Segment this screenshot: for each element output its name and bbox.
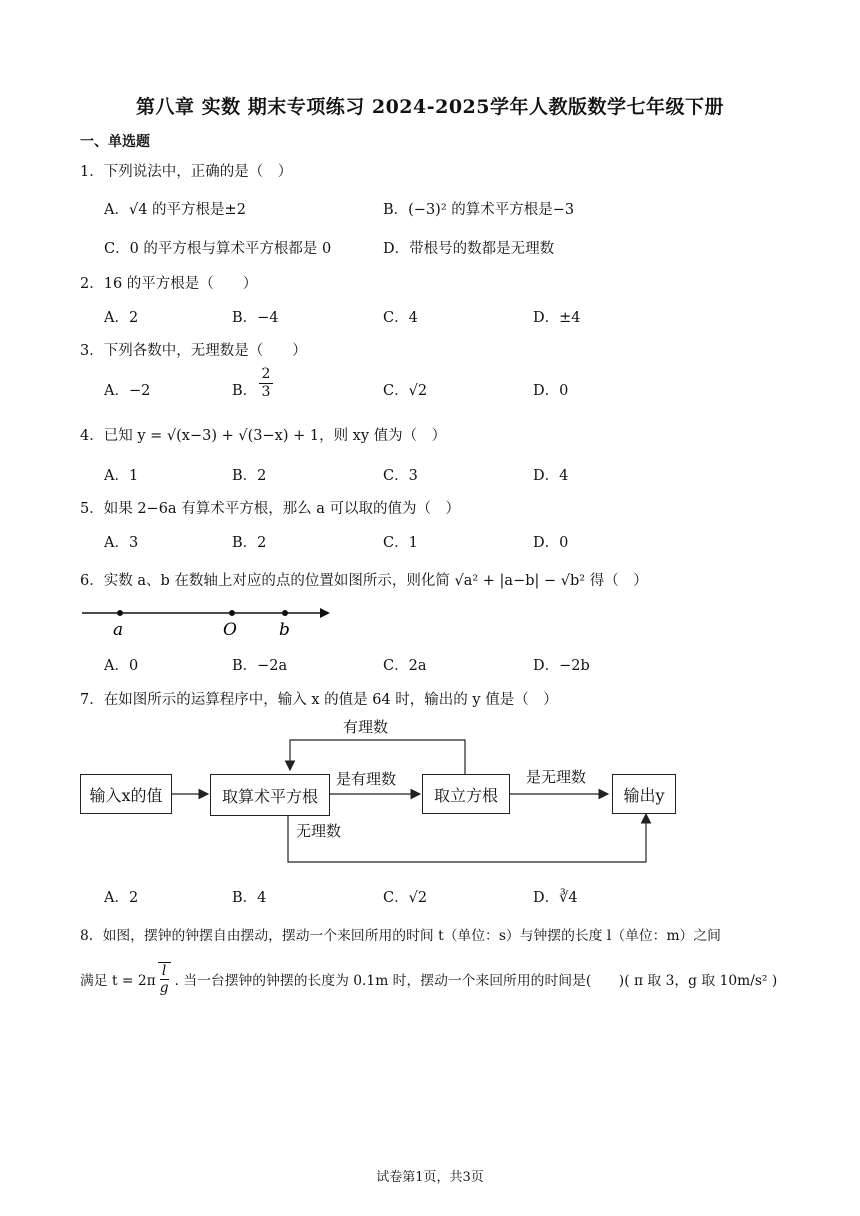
question-4-option-d: D．4 (533, 468, 569, 484)
question-1-stem: 1．下列说法中，正确的是（ ） (80, 164, 293, 180)
label-b: b (279, 620, 290, 640)
question-8-sqrt-fraction (158, 962, 171, 996)
question-4-option-c: C．3 (383, 468, 418, 484)
question-8-formula-prefix: 满足 t = 2π (80, 973, 156, 989)
question-2-option-d: D．±4 (533, 310, 581, 326)
question-4-option-b: B．2 (232, 468, 267, 484)
question-7-option-d: D．∛4 (533, 890, 578, 906)
question-1-option-d: D．带根号的数都是无理数 (383, 241, 555, 257)
question-8-formula-suffix: . 当一台摆钟的钟摆的长度为 0.1m 时，摆动一个来回所用的时间是( )( π 取 3，g 取 10m/s² ) (174, 973, 778, 989)
question-6-stem: 6．实数 a、b 在数轴上对应的点的位置如图所示，则化简 √a² + |a−b| − √b² 得（ ） (80, 573, 648, 589)
question-7-stem: 7．在如图所示的运算程序中，输入 x 的值是 64 时，输出的 y 值是（ ） (80, 692, 558, 708)
question-8-line-1: 8．如图，摆钟的钟摆自由摆动，摆动一个来回所用的时间 t（单位：s）与钟摆的长度 l（单位：m）之间 (80, 928, 721, 944)
question-2-option-c: C．4 (383, 310, 418, 326)
question-2-option-b: B．−4 (232, 310, 279, 326)
question-5-option-c: C．1 (383, 535, 418, 551)
question-6-option-b: B．−2a (232, 658, 288, 674)
question-3-option-c: C．√2 (383, 383, 428, 399)
question-3-option-a: A．−2 (104, 383, 151, 399)
question-2-stem: 2．16 的平方根是（ ） (80, 276, 258, 292)
question-5-option-a: A．3 (104, 535, 139, 551)
section-heading: 一、单选题 (80, 134, 150, 150)
flow-box-input: 输入x的值 (80, 774, 172, 814)
question-5-option-b: B．2 (232, 535, 267, 551)
point-origin (229, 610, 235, 616)
number-line-figure (80, 600, 340, 642)
flow-box-output: 输出y (612, 774, 676, 814)
question-5-stem: 5．如果 2−6a 有算术平方根，那么 a 可以取的值为（ ） (80, 501, 461, 517)
question-4-option-a: A．1 (104, 468, 139, 484)
question-7-option-a: A．2 (104, 890, 139, 906)
question-6-option-a: A．0 (104, 658, 139, 674)
flow-label-is-rational: 是有理数 (336, 770, 397, 788)
flow-label-irrational: 无理数 (296, 822, 342, 840)
question-3-option-d: D．0 (533, 383, 569, 399)
question-1-option-c: C．0 的平方根与算术平方根都是 0 (104, 241, 332, 257)
label-a: a (113, 620, 124, 640)
question-3-option-b-fraction (259, 366, 273, 401)
question-1-option-b: B．(−3)² 的算术平方根是−3 (383, 202, 575, 218)
number-line-arrow-icon (320, 608, 330, 618)
point-b (282, 610, 288, 616)
question-2-option-a: A．2 (104, 310, 139, 326)
question-7-option-c: C．√2 (383, 890, 428, 906)
fraction-denominator: g (159, 980, 169, 996)
question-5-option-d: D．0 (533, 535, 569, 551)
fraction-numerator: 2 (259, 366, 273, 384)
page-footer: 试卷第1页，共3页 (376, 1170, 484, 1185)
flow-label-rational-loop: 有理数 (343, 718, 389, 736)
question-3-stem: 3．下列各数中，无理数是（ ） (80, 343, 307, 359)
fraction-numerator: l (160, 963, 169, 980)
question-6-option-d: D．−2b (533, 658, 590, 674)
question-8-line-2 (80, 962, 777, 996)
point-a (117, 610, 123, 616)
flow-label-is-irrational: 是无理数 (526, 768, 587, 786)
question-7-option-b: B．4 (232, 890, 267, 906)
question-4-stem: 4．已知 y = √(x−3) + √(3−x) + 1，则 xy 值为（ ） (80, 428, 447, 444)
question-1-option-a: A．√4 的平方根是±2 (104, 202, 246, 218)
fraction-denominator: 3 (261, 384, 271, 400)
flow-box-cbrt: 取立方根 (422, 774, 510, 814)
flow-box-sqrt: 取算术平方根 (210, 774, 330, 816)
page-title: 第八章 实数 期末专项练习 2024-2025学年人教版数学七年级下册 (136, 96, 724, 118)
flowchart (78, 712, 678, 868)
question-3-option-b-label: B． (232, 383, 258, 399)
question-6-option-c: C．2a (383, 658, 427, 674)
label-origin: O (223, 620, 237, 640)
